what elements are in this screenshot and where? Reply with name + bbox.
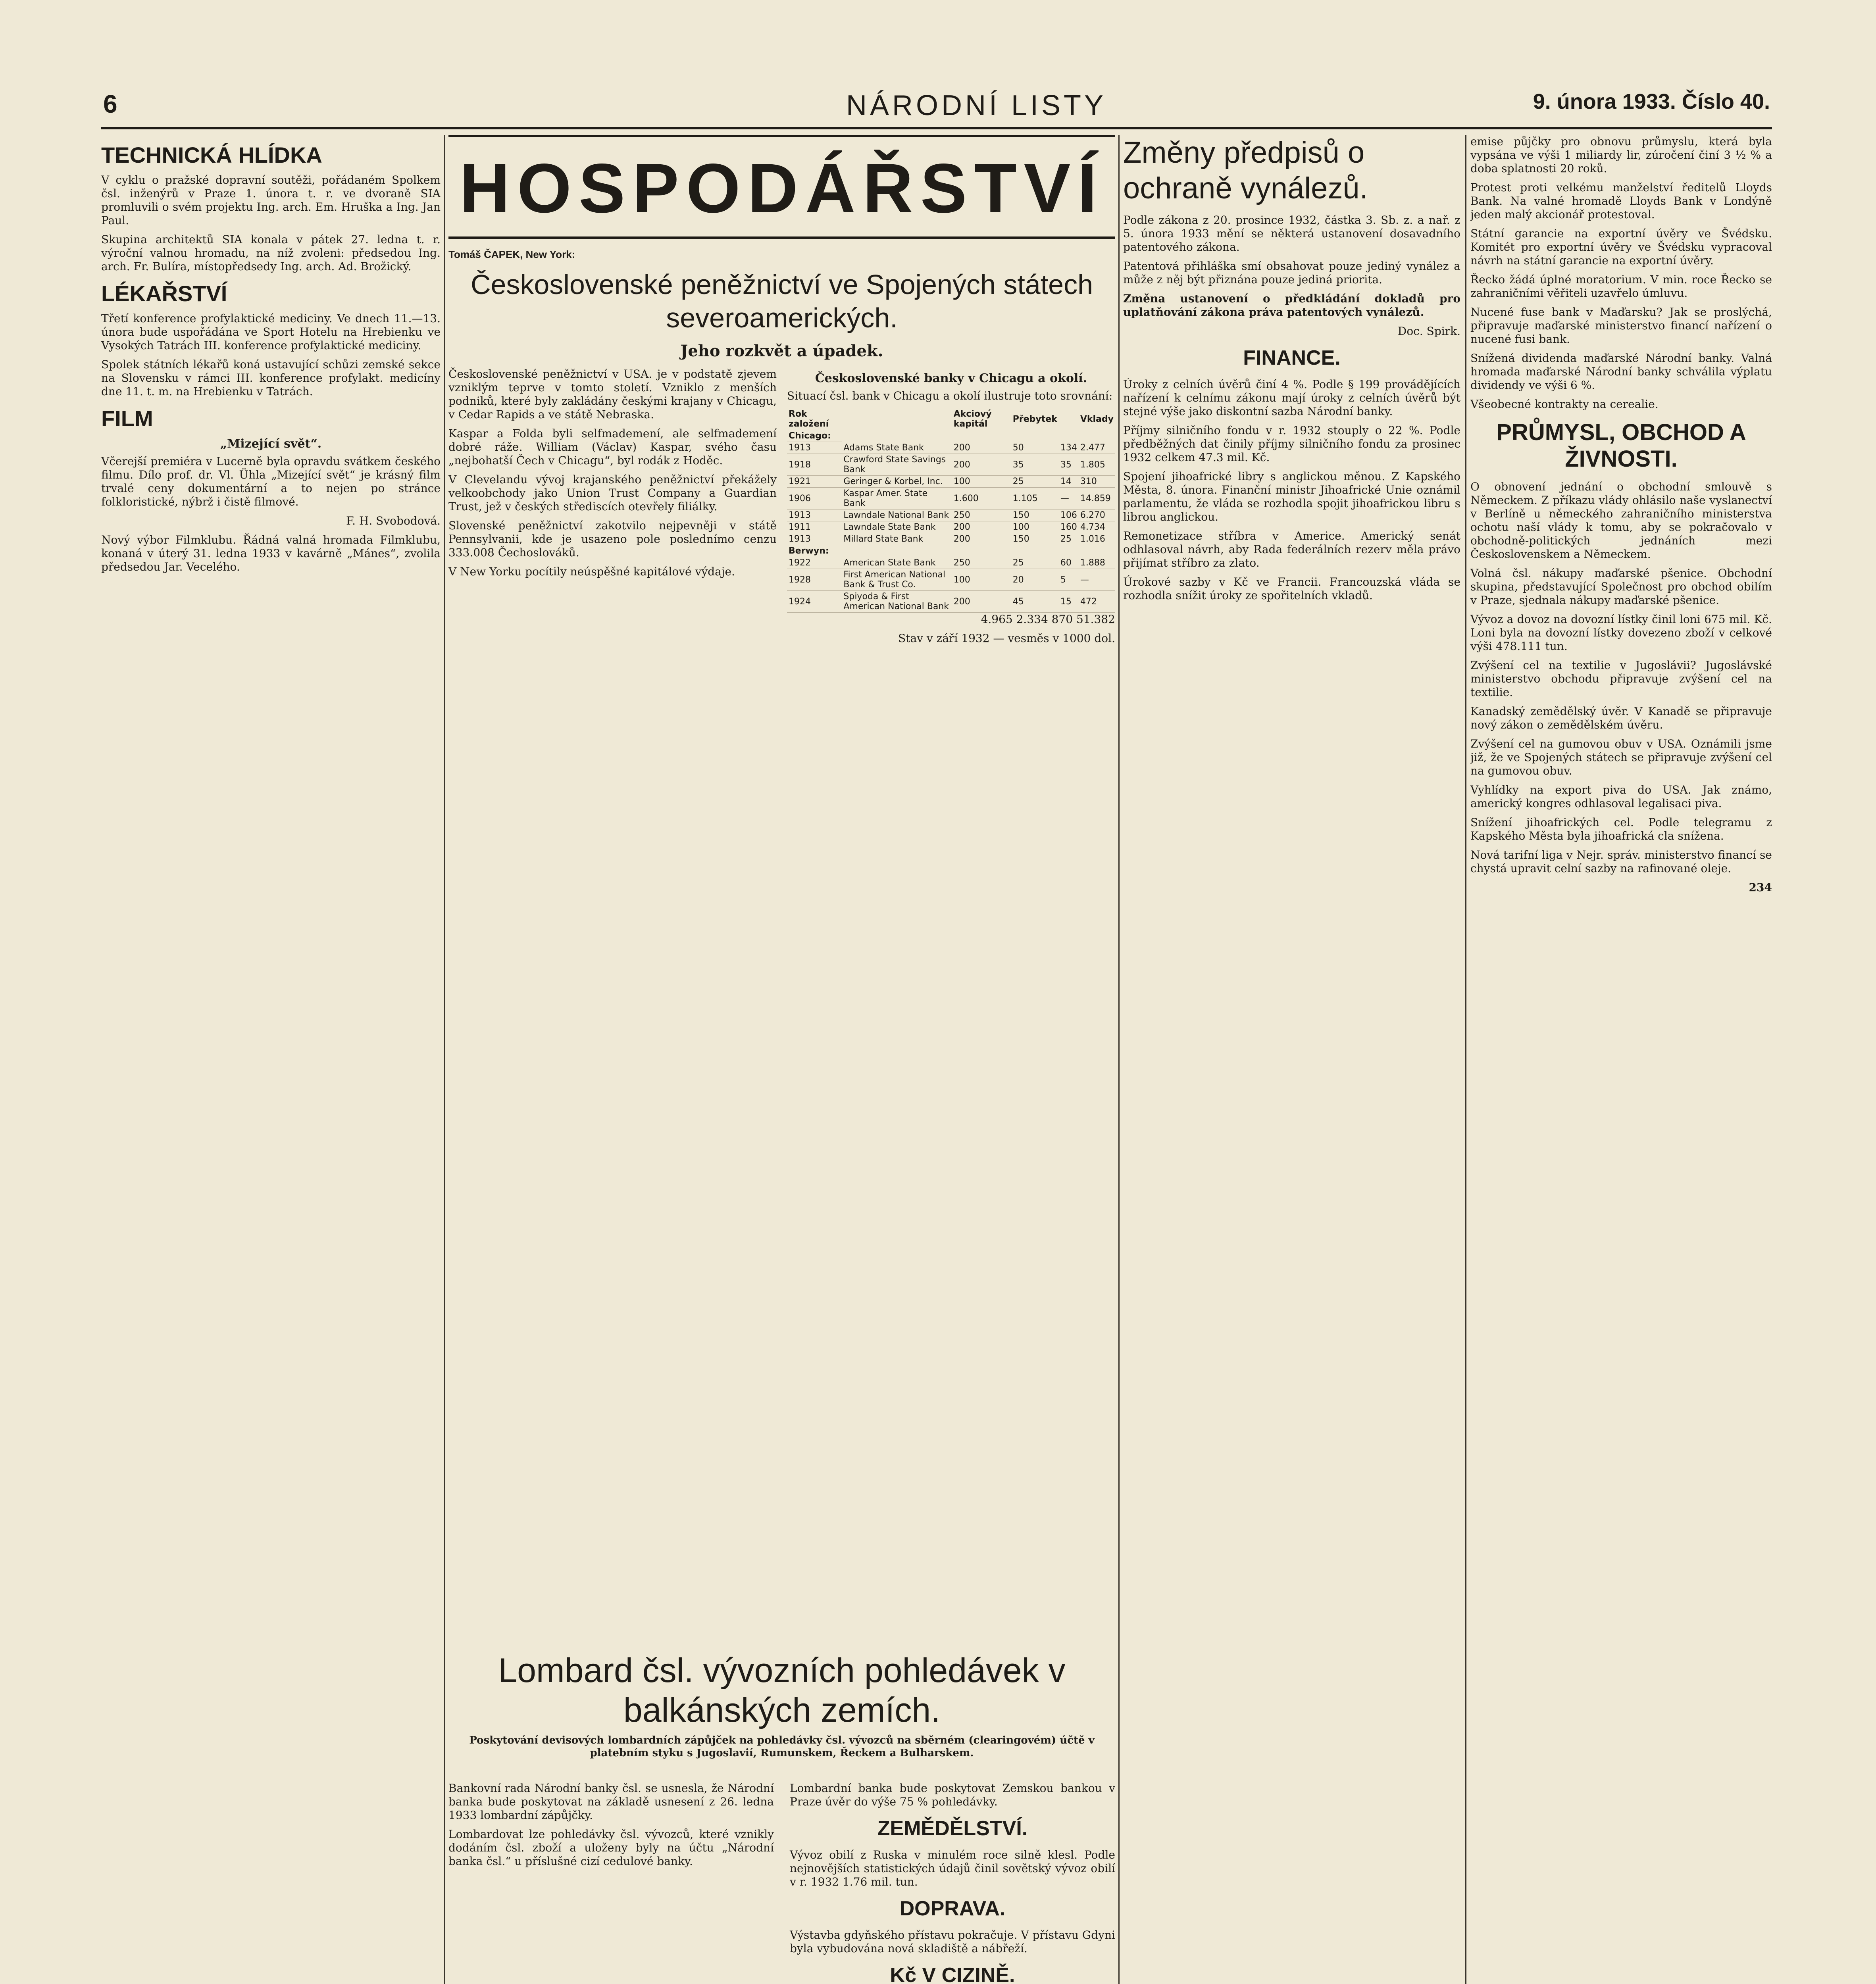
table-cell: 14 bbox=[1059, 476, 1079, 488]
article-paragraph: Spojení jihoafrické libry s anglickou měnou. Z Kapského Města, 8. února. Finanční ministr Jihoafrické Unie oznámil parlamentu, že vláda se rozhodla spojit jihoafrickou libru s librou anglickou. bbox=[1123, 470, 1460, 523]
section-heading: TECHNICKÁ HLÍDKA bbox=[101, 142, 322, 167]
article-paragraph: V Clevelandu vývoj krajanského peněžnictví překážely velkoobchody jako Union Trust Company a Guardian Trust, jež v českých střediscích otevřely filiálky. bbox=[448, 473, 777, 513]
table-cell: Rok založení bbox=[787, 408, 842, 430]
section-heading: PRŮMYSL, OBCHOD A ŽIVNOSTI. bbox=[1496, 419, 1746, 472]
bank-table-column bbox=[787, 367, 1115, 651]
lombard-article bbox=[448, 1651, 1115, 1984]
table-cell: 100 bbox=[1011, 521, 1059, 533]
header-rule bbox=[101, 127, 1772, 129]
table-cell: 150 bbox=[1011, 509, 1059, 521]
column-2-hospodarstvi bbox=[448, 135, 1115, 1643]
table-cell: 250 bbox=[952, 509, 1011, 521]
bank-table bbox=[787, 408, 1115, 613]
article-subheadline: Poskytování devisových lombardních zápůjček na pohledávky čsl. vývozců na sběrném (clearingovém) účtě v platebním styku s Jugoslavií, Rumunskem, Řeckem a Bulharskem. bbox=[469, 1734, 1095, 1759]
table-cell: 200 bbox=[952, 521, 1011, 533]
table-cell: 25 bbox=[1011, 476, 1059, 488]
table-cell: 134 bbox=[1059, 442, 1079, 454]
table-cell: First American National Bank & Trust Co. bbox=[842, 569, 952, 591]
table-row bbox=[787, 521, 1115, 533]
table-cell: 100 bbox=[952, 569, 1011, 591]
article-headline: Lombard čsl. vývozních pohledávek v balkánských zemích. bbox=[498, 1651, 1066, 1729]
article-paragraph: Kaspar a Folda byli selfmademení, ale selfmademení dobré ráže. William (Václav) Kaspar, svého času „nejbohatší Čech v Chicagu“, byl rodák z Hoděc. bbox=[448, 427, 777, 467]
table-row bbox=[787, 557, 1115, 569]
table-cell: 1913 bbox=[787, 533, 842, 545]
table-cell: 1924 bbox=[787, 591, 842, 613]
table-cell bbox=[1059, 408, 1079, 430]
table-sum-note: Stav v září 1932 — vesměs v 1000 dol. bbox=[898, 632, 1115, 645]
table-cell: 1.805 bbox=[1079, 454, 1115, 476]
table-cell: 1918 bbox=[787, 454, 842, 476]
page-header bbox=[103, 89, 1770, 125]
article-paragraph: Vývoz obilí z Ruska v minulém roce silně klesl. Podle nejnovějších statistických údajů činil sovětský vývoz obilí v r. 1932 1.76 mil. tun. bbox=[790, 1848, 1115, 1888]
article-paragraph: V cyklu o pražské dopravní soutěži, pořádaném Spolkem čsl. inženýrů v Praze 1. února t. r. ve dvoraně SIA promluvili o svém projektu Ing. arch. Em. Hruška a Ing. Jan Paul. bbox=[101, 173, 441, 227]
table-title: Československé banky v Chicagu a okolí. bbox=[815, 371, 1087, 385]
article-paragraph: Protest proti velkému manželství ředitelů Lloyds Bank. Na valné hromadě Lloyds Bank v Londýně jeden malý akcionář protestoval. bbox=[1470, 181, 1772, 221]
article-paragraph: O obnovení jednání o obchodní smlouvě s Německem. Z příkazu vlády ohlásilo naše vyslanectví v Berlíně u německého zahraničního ministerstva ochotu naší vlády k tomu, aby se pokračovalo v obchodně-politických jednáních mezi Československem a Německem. bbox=[1470, 480, 1772, 561]
article-paragraph: Nový výbor Filmklubu. Řádná valná hromada Filmklubu, konaná v úterý 31. ledna 1933 v kavárně „Mánes“, zvolila předsedou Jar. Vecelého. bbox=[101, 533, 441, 573]
article-paragraph: Vývoz a dovoz na dovozní lístky činil loni 675 mil. Kč. Loni byla na dovozní lístky dovezeno zboží v celkové výši 478.111 tun. bbox=[1470, 613, 1772, 653]
table-cell: 1.016 bbox=[1079, 533, 1115, 545]
table-cell: 25 bbox=[1011, 557, 1059, 569]
article-paragraph: Československé peněžnictví v USA. je v podstatě zjevem vzniklým teprve v tomto století. Vzniklo z menších podniků, které byly zakládány českými krajany v Chicagu, v Cedar Rapids a ve státě Nebraska. bbox=[448, 367, 777, 421]
article-subheadline: Jeho rozkvět a úpadek. bbox=[680, 342, 883, 360]
article-paragraph: Zvýšení cel na gumovou obuv v USA. Oznámili jsme již, že ve Spojených státech se připravuje zvýšení cel na gumovou obuv. bbox=[1470, 737, 1772, 777]
table-cell: 1.105 bbox=[1011, 488, 1059, 509]
article-paragraph: Lombardovat lze pohledávky čsl. vývozců, které vznikly dodáním čsl. zboží a uloženy byly na účtu „Národní banka čsl.“ u příslušné cizí cedulové banky. bbox=[448, 1828, 774, 1868]
table-cell: Millard State Bank bbox=[842, 533, 952, 545]
byline: Tomáš ČAPEK, New York: bbox=[448, 248, 575, 260]
column-3 bbox=[1123, 135, 1460, 1984]
lombard-right bbox=[790, 1782, 1115, 1984]
table-cell: 200 bbox=[952, 454, 1011, 476]
article-paragraph: Snížená dividenda maďarské Národní banky. Valná hromada maďarské Národní banky schválila výplatu dividendy ve výši 6 %. bbox=[1470, 352, 1772, 392]
masthead-title: NÁRODNÍ LISTY bbox=[846, 90, 1107, 121]
table-cell: 35 bbox=[1011, 454, 1059, 476]
table-cell: 45 bbox=[1011, 591, 1059, 613]
table-cell: 1911 bbox=[787, 521, 842, 533]
article-paragraph: Skupina architektů SIA konala v pátek 27. ledna t. r. výroční valnou hromadu, na níž zvoleni: předsedou Ing. arch. Fr. Bulíra, místopředsedy Ing. arch. Ad. Brožický. bbox=[101, 233, 441, 273]
table-cell: Lawndale State Bank bbox=[842, 521, 952, 533]
table-row bbox=[787, 454, 1115, 476]
table-cell: 1913 bbox=[787, 509, 842, 521]
column-divider bbox=[1465, 135, 1466, 1984]
table-cell: 14.859 bbox=[1079, 488, 1115, 509]
table-header-row bbox=[787, 408, 1115, 430]
table-cell: 472 bbox=[1079, 591, 1115, 613]
article-paragraph: Příjmy silničního fondu v r. 1932 stouply o 22 %. Podle předběžných dat činily příjmy silničního fondu za prosinec 1932 celkem 47.3 mil. Kč. bbox=[1123, 424, 1460, 464]
table-cell: Berwyn: bbox=[787, 545, 842, 557]
section-heading: DOPRAVA. bbox=[899, 1897, 1006, 1920]
table-cell bbox=[842, 408, 952, 430]
column-divider bbox=[1118, 135, 1120, 1984]
table-group-row bbox=[787, 545, 1115, 557]
article-paragraph: Spolek státních lékařů koná ustavující schůzi zemské sekce na Slovensku v rámci III. konference profylakt. medicíny dne 11. t. m. na Hrebienku v Tatrách. bbox=[101, 358, 441, 398]
article-headline: Změny předpisů o ochraně vynálezů. bbox=[1123, 136, 1368, 205]
section-heading: FINANCE. bbox=[1243, 346, 1341, 369]
table-row bbox=[787, 591, 1115, 613]
table-cell: 106 bbox=[1059, 509, 1079, 521]
table-cell: Geringer & Korbel, Inc. bbox=[842, 476, 952, 488]
article-paragraph: Remonetizace stříbra v Americe. Americký senát odhlasoval návrh, aby Rada federálních rezerv měla právo přijímat stříbro za zlato. bbox=[1123, 529, 1460, 569]
article-subheading: Změna ustanovení o předkládání dokladů pro uplatňování zákona práva patentových vynálezů. bbox=[1123, 292, 1460, 319]
table-cell: Lawndale National Bank bbox=[842, 509, 952, 521]
article-paragraph: Třetí konference profylaktické mediciny. Ve dnech 11.—13. února bude uspořádána ve Sport Hotelu na Hrebienku ve Vysokých Tatrách III. konference profylaktické mediciny. bbox=[101, 312, 441, 352]
article-paragraph: Bankovní rada Národní banky čsl. se usnesla, že Národní banka bude poskytovat na základě usnesení z 26. ledna 1933 lombardní zápůjčky. bbox=[448, 1782, 774, 1822]
article-paragraph: Vyhlídky na export piva do USA. Jak známo, americký kongres odhlasoval legalisaci piva. bbox=[1470, 783, 1772, 810]
section-heading: FILM bbox=[101, 406, 153, 431]
table-cell: 35 bbox=[1059, 454, 1079, 476]
table-cell: 1906 bbox=[787, 488, 842, 509]
table-cell: 1.888 bbox=[1079, 557, 1115, 569]
footer-number: 234 bbox=[1749, 881, 1772, 894]
table-cell: 2.477 bbox=[1079, 442, 1115, 454]
table-cell: 150 bbox=[1011, 533, 1059, 545]
table-cell: 1921 bbox=[787, 476, 842, 488]
table-cell: 50 bbox=[1011, 442, 1059, 454]
table-cell: Chicago: bbox=[787, 430, 842, 442]
article-paragraph: Výstavba gdyňského přístavu pokračuje. V přístavu Gdyni byla vybudována nová skladiště a nábřeží. bbox=[790, 1928, 1115, 1955]
article-left-column bbox=[448, 367, 777, 651]
table-row bbox=[787, 442, 1115, 454]
section-heading: ZEMĚDĚLSTVÍ. bbox=[877, 1817, 1028, 1840]
table-cell: 5 bbox=[1059, 569, 1079, 591]
table-cell: Přebytek bbox=[1011, 408, 1059, 430]
article-paragraph: Včerejší premiéra v Lucerně byla opravdu svátkem českého filmu. Dílo prof. dr. Vl. Ühla „Mizející svět“ je krásný film trvalé ceny dokumentární a to nejen po stránce folkloristické, nýbrž i čistě filmové. bbox=[101, 455, 441, 508]
article-paragraph: Lombardní banka bude poskytovat Zemskou bankou v Praze úvěr do výše 75 % pohledávky. bbox=[790, 1782, 1115, 1808]
article-paragraph: Nová tarifní liga v Nejr. správ. ministerstvo financí se chystá upravit celní sazby na rafinované oleje. bbox=[1470, 848, 1772, 875]
section-heading: LÉKAŘSTVÍ bbox=[101, 281, 227, 306]
table-cell: 200 bbox=[952, 591, 1011, 613]
author-signature: F. H. Svobodová. bbox=[346, 514, 441, 527]
section-banner: HOSPODÁŘSTVÍ bbox=[448, 135, 1115, 239]
table-cell: Crawford State Savings Bank bbox=[842, 454, 952, 476]
author-signature: Doc. Spirk. bbox=[1397, 325, 1460, 338]
table-sum: 4.965 2.334 870 51.382 bbox=[981, 613, 1115, 626]
issue-date: 9. února 1933. Číslo 40. bbox=[1533, 90, 1770, 113]
table-row bbox=[787, 509, 1115, 521]
table-cell: 100 bbox=[952, 476, 1011, 488]
table-cell: 60 bbox=[1059, 557, 1079, 569]
article-paragraph: Řecko žádá úplné moratorium. V min. roce Řecko se zahraničními věřiteli uzavřelo úmluvu. bbox=[1470, 273, 1772, 300]
article-paragraph: Nucené fuse bank v Maďarsku? Jak se proslýchá, připravuje maďarské ministerstvo financí nařízení o nucené fusi bank. bbox=[1470, 306, 1772, 346]
table-cell: 1922 bbox=[787, 557, 842, 569]
table-row bbox=[787, 569, 1115, 591]
column-1 bbox=[101, 135, 441, 1984]
table-note: Situací čsl. bank v Chicagu a okolí ilustruje toto srovnání: bbox=[787, 389, 1113, 402]
table-cell: 15 bbox=[1059, 591, 1079, 613]
table-cell: American State Bank bbox=[842, 557, 952, 569]
table-cell: Vklady bbox=[1079, 408, 1115, 430]
table-cell: Spiyoda & First American National Bank bbox=[842, 591, 952, 613]
table-group-row bbox=[787, 430, 1115, 442]
table-row bbox=[787, 476, 1115, 488]
article-body bbox=[448, 367, 1115, 651]
article-paragraph: Kanadský zemědělský úvěr. V Kanadě se připravuje nový zákon o zemědělském úvěru. bbox=[1470, 705, 1772, 731]
article-paragraph: emise půjčky pro obnovu průmyslu, která byla vypsána ve výši 1 miliardy lir, zúročení činí 3 ½ % a doba splatnosti 20 roků. bbox=[1470, 135, 1772, 175]
table-cell: Adams State Bank bbox=[842, 442, 952, 454]
table-cell: 20 bbox=[1011, 569, 1059, 591]
table-cell: 310 bbox=[1079, 476, 1115, 488]
table-cell: 250 bbox=[952, 557, 1011, 569]
article-paragraph: Úroky z celních úvěrů činí 4 %. Podle § 199 provádějících nařízení k celnímu zákonu mají úroky z celních úvěrů být stejné výše jako diskontní sazba Národní banky. bbox=[1123, 378, 1460, 418]
article-title: „Mizející svět“. bbox=[220, 437, 322, 451]
table-cell: — bbox=[1079, 569, 1115, 591]
page-number: 6 bbox=[103, 90, 117, 118]
table-cell: 200 bbox=[952, 533, 1011, 545]
table-cell: — bbox=[1059, 488, 1079, 509]
table-cell: 25 bbox=[1059, 533, 1079, 545]
table-cell: 4.734 bbox=[1079, 521, 1115, 533]
table-row bbox=[787, 488, 1115, 509]
article-paragraph: Všeobecné kontrakty na cerealie. bbox=[1470, 398, 1659, 411]
table-cell: 1913 bbox=[787, 442, 842, 454]
article-paragraph: Patentová přihláška smí obsahovat pouze jediný vynález a může z něj být přiznána pouze jediná priorita. bbox=[1123, 260, 1460, 286]
section-heading: Kč V CIZINĚ. bbox=[890, 1964, 1015, 1984]
table-cell: 6.270 bbox=[1079, 509, 1115, 521]
article-paragraph: Slovenské peněžnictví zakotvilo nejpevněji v státě Pennsylvanii, kde je usazeno pole poslednímo cenzu 333.008 Čechoslováků. bbox=[448, 519, 777, 559]
column-4 bbox=[1470, 135, 1772, 1984]
table-cell: 1.600 bbox=[952, 488, 1011, 509]
table-cell: 1928 bbox=[787, 569, 842, 591]
table-cell: 200 bbox=[952, 442, 1011, 454]
article-paragraph: Úrokové sazby v Kč ve Francii. Francouzská vláda se rozhodla snížit úroky ze spořitelních vkladů. bbox=[1123, 575, 1460, 602]
article-paragraph: V New Yorku pocítily neúspěšné kapitálové výdaje. bbox=[448, 565, 735, 578]
article-paragraph: Zvýšení cel na textilie v Jugoslávii? Jugoslávské ministerstvo obchodu připravuje zvýšení cel na textilie. bbox=[1470, 659, 1772, 699]
article-paragraph: Snížení jihoafrických cel. Podle telegramu z Kapského Města byla jihoafrická cla snížena. bbox=[1470, 816, 1772, 842]
table-cell: Akciový kapitál bbox=[952, 408, 1011, 430]
article-paragraph: Státní garancie na exportní úvěry ve Švédsku. Komitét pro exportní úvěry ve Švédsku vypracoval návrh na státní garancie na exportní úvěry. bbox=[1470, 227, 1772, 267]
table-cell: Kaspar Amer. State Bank bbox=[842, 488, 952, 509]
lombard-left bbox=[448, 1782, 774, 1874]
table-cell: 160 bbox=[1059, 521, 1079, 533]
column-divider bbox=[444, 135, 445, 1984]
article-headline: Československé peněžnictví ve Spojených státech severoamerických. bbox=[470, 269, 1093, 333]
article-paragraph: Volná čsl. nákupy maďarské pšenice. Obchodní skupina, představující Společnost pro obchod obilím v Praze, sjednala nákupy maďarské pšenice. bbox=[1470, 567, 1772, 607]
article-paragraph: Podle zákona z 20. prosince 1932, částka 3. Sb. z. a nař. z 5. února 1933 mění se některá ustanovení dosavadního patentového zákona. bbox=[1123, 213, 1460, 254]
table-row bbox=[787, 533, 1115, 545]
